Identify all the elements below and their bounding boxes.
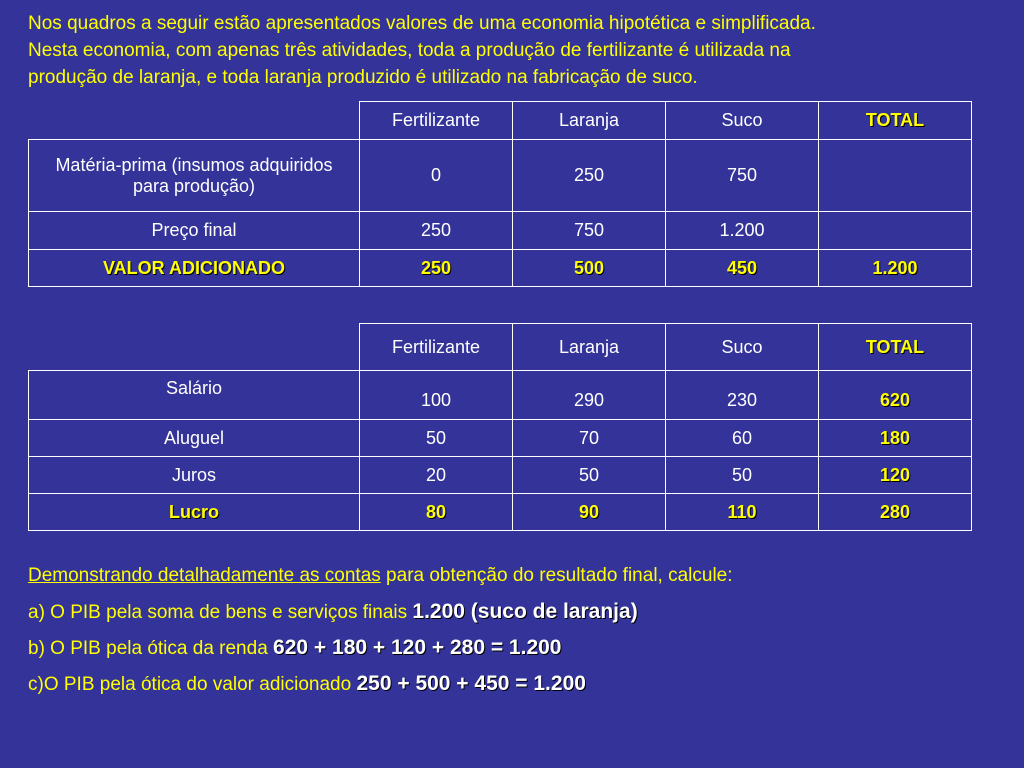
question-b-answer: 620 + 180 + 120 + 280 = 1.200 bbox=[273, 636, 562, 659]
income-table bbox=[28, 323, 972, 531]
questions bbox=[28, 563, 1008, 707]
corner-cell bbox=[29, 102, 360, 140]
table-cell: 50 bbox=[666, 457, 819, 494]
table-cell: 90 bbox=[513, 494, 666, 531]
intro-line: produção de laranja, e toda laranja produzido é utilizado na fabricação de suco. bbox=[28, 67, 698, 88]
row-label-aluguel: Aluguel bbox=[29, 420, 360, 457]
table-cell bbox=[513, 371, 666, 420]
header-total: TOTAL bbox=[819, 102, 972, 140]
question-c-answer: 250 + 500 + 450 = 1.200 bbox=[356, 672, 586, 695]
header-laranja: Laranja bbox=[513, 324, 666, 371]
salario-label: Salário bbox=[165, 377, 223, 398]
row-label-salario bbox=[29, 371, 360, 420]
prompt-rest: para obtenção do resultado final, calcule: bbox=[380, 565, 733, 586]
header-fertilizante: Fertilizante bbox=[360, 102, 513, 140]
table-row bbox=[29, 371, 972, 420]
row-label-juros: Juros bbox=[29, 457, 360, 494]
intro-line: Nesta economia, com apenas três atividades, toda a produção de fertilizante é utilizada na bbox=[28, 40, 791, 61]
production-table bbox=[28, 101, 972, 287]
table-row bbox=[29, 250, 972, 287]
table-cell: 750 bbox=[513, 212, 666, 250]
header-fertilizante: Fertilizante bbox=[360, 324, 513, 371]
row-label-valor-adicionado: VALOR ADICIONADO bbox=[29, 250, 360, 287]
cell-value: 230 bbox=[726, 389, 758, 410]
table-cell: 180 bbox=[819, 420, 972, 457]
table-cell: 120 bbox=[819, 457, 972, 494]
table-row bbox=[29, 212, 972, 250]
table-cell: 250 bbox=[360, 212, 513, 250]
table-row bbox=[29, 457, 972, 494]
table-cell: 50 bbox=[360, 420, 513, 457]
table-cell bbox=[819, 212, 972, 250]
table-row bbox=[29, 140, 972, 212]
table-cell: 500 bbox=[513, 250, 666, 287]
prompt-underlined: Demonstrando detalhadamente as contas bbox=[28, 565, 381, 586]
table-cell: 1.200 bbox=[819, 250, 972, 287]
header-suco: Suco bbox=[666, 102, 819, 140]
question-prompt bbox=[28, 563, 1008, 599]
header-laranja: Laranja bbox=[513, 102, 666, 140]
header-suco: Suco bbox=[666, 324, 819, 371]
question-a bbox=[28, 599, 1008, 635]
table-cell: 20 bbox=[360, 457, 513, 494]
table-cell bbox=[360, 371, 513, 420]
table-cell: 250 bbox=[513, 140, 666, 212]
table-cell bbox=[819, 371, 972, 420]
question-a-answer: 1.200 (suco de laranja) bbox=[412, 600, 638, 623]
table-cell bbox=[819, 140, 972, 212]
question-c-text: c)O PIB pela ótica do valor adicionado bbox=[28, 674, 357, 695]
question-c bbox=[28, 671, 1008, 707]
table-cell: 70 bbox=[513, 420, 666, 457]
table-cell bbox=[666, 371, 819, 420]
row-label-materia-prima: Matéria-prima (insumos adquiridos para produção) bbox=[29, 140, 360, 212]
corner-cell bbox=[29, 324, 360, 371]
row-label-preco-final: Preço final bbox=[29, 212, 360, 250]
row-label-lucro: Lucro bbox=[29, 494, 360, 531]
table-cell: 250 bbox=[360, 250, 513, 287]
table-cell: 110 bbox=[666, 494, 819, 531]
table-cell: 0 bbox=[360, 140, 513, 212]
cell-value: 100 bbox=[420, 389, 452, 410]
table-row bbox=[29, 494, 972, 531]
cell-value: 290 bbox=[573, 389, 605, 410]
intro-line: Nos quadros a seguir estão apresentados valores de uma economia hipotética e simplificada. bbox=[28, 13, 816, 34]
question-b bbox=[28, 635, 1008, 671]
table-header-row bbox=[29, 324, 972, 371]
table-cell: 50 bbox=[513, 457, 666, 494]
table-cell: 80 bbox=[360, 494, 513, 531]
table-cell: 1.200 bbox=[666, 212, 819, 250]
intro-paragraph bbox=[28, 10, 1008, 91]
question-a-text: a) O PIB pela soma de bens e serviços finais bbox=[28, 602, 413, 623]
question-b-text: b) O PIB pela ótica da renda bbox=[28, 638, 274, 659]
table-cell: 750 bbox=[666, 140, 819, 212]
table-cell: 60 bbox=[666, 420, 819, 457]
table-cell: 450 bbox=[666, 250, 819, 287]
table-cell: 280 bbox=[819, 494, 972, 531]
header-total: TOTAL bbox=[819, 324, 972, 371]
cell-value: 620 bbox=[879, 389, 911, 410]
table-row bbox=[29, 420, 972, 457]
table-header-row bbox=[29, 102, 972, 140]
